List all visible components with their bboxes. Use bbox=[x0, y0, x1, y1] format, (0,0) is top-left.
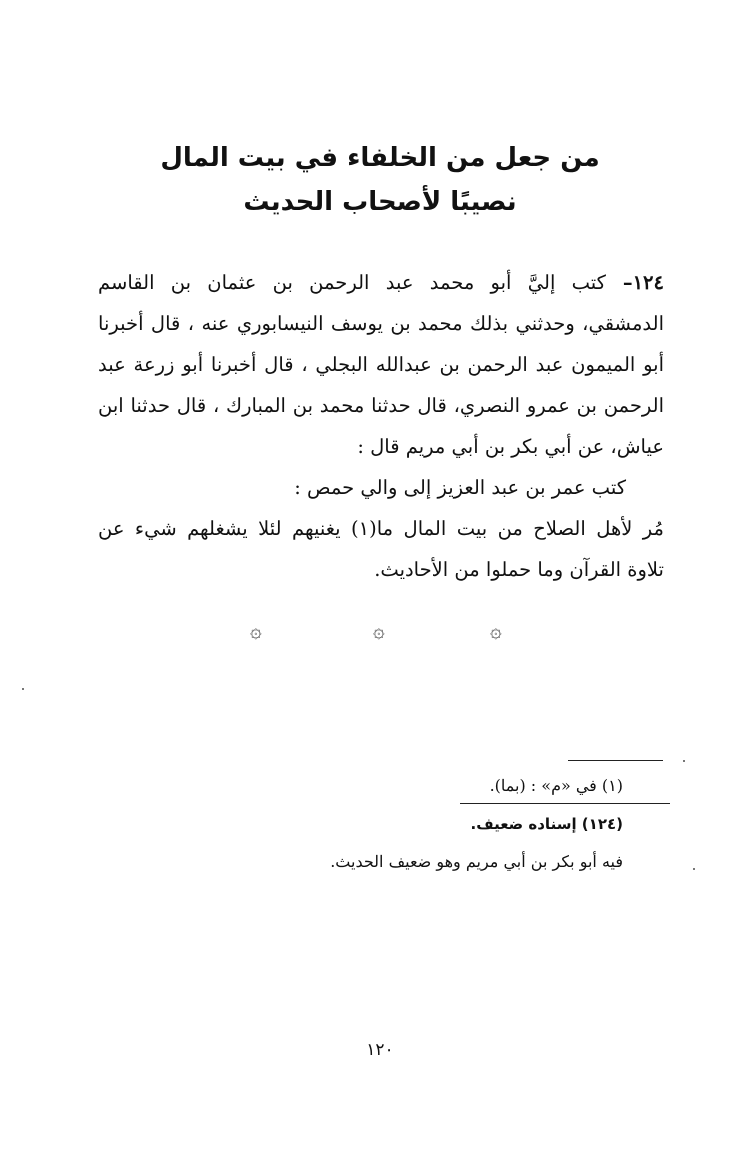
entry-line-3: أبو الميمون عبد الرحمن بن عبدالله البجلي ، قال أخبرنا أبو زرعة عبد bbox=[98, 353, 664, 376]
ornament-icon: ۞ bbox=[250, 618, 262, 642]
footnote-isnad-reason: فيه أبو بكر بن أبي مريم وهو ضعيف الحديث. bbox=[330, 852, 623, 871]
page-number: ١٢٠ bbox=[366, 1040, 394, 1060]
ornament-icon: ۞ bbox=[373, 618, 385, 642]
footnote-isnad-grade: (١٢٤) إسناده ضعيف. bbox=[470, 815, 623, 833]
entry-line-4: الرحمن بن عمرو النصري، قال حدثنا محمد بن المبارك ، قال حدثنا ابن bbox=[98, 394, 664, 417]
entry-line-7: مُر لأهل الصلاح من بيت المال ما(١) يغنيهم لئلا يشغلهم شيء عن bbox=[98, 517, 664, 540]
scan-speck bbox=[22, 688, 24, 690]
scan-speck bbox=[683, 760, 685, 762]
entry-dash: – bbox=[605, 271, 633, 294]
ornament-icon: ۞ bbox=[490, 618, 502, 642]
hadith-entry bbox=[98, 262, 664, 590]
footnote-1: (١) في «م» : (بما). bbox=[489, 776, 623, 795]
entry-number: ١٢٤ bbox=[632, 271, 664, 294]
scan-speck bbox=[693, 868, 695, 870]
footnote-divider bbox=[460, 803, 670, 804]
section-divider bbox=[240, 618, 530, 648]
footnote-separator bbox=[568, 760, 663, 761]
entry-line-2: الدمشقي، وحدثني بذلك محمد بن يوسف النيسابوري عنه ، قال أخبرنا bbox=[98, 312, 664, 335]
entry-line-8: تلاوة القرآن وما حملوا من الأحاديث. bbox=[374, 558, 664, 581]
entry-line-1-text: كتب إليَّ أبو محمد عبد الرحمن بن عثمان بن القاسم bbox=[98, 271, 606, 294]
entry-line-5: عياش، عن أبي بكر بن أبي مريم قال : bbox=[357, 435, 664, 458]
entry-line-6: كتب عمر بن عبد العزيز إلى والي حمص : bbox=[294, 476, 626, 499]
entry-line-1 bbox=[98, 262, 664, 303]
chapter-heading-line-1: من جعل من الخلفاء في بيت المال bbox=[160, 143, 600, 173]
chapter-heading-line-2: نصيبًا لأصحاب الحديث bbox=[243, 187, 517, 217]
